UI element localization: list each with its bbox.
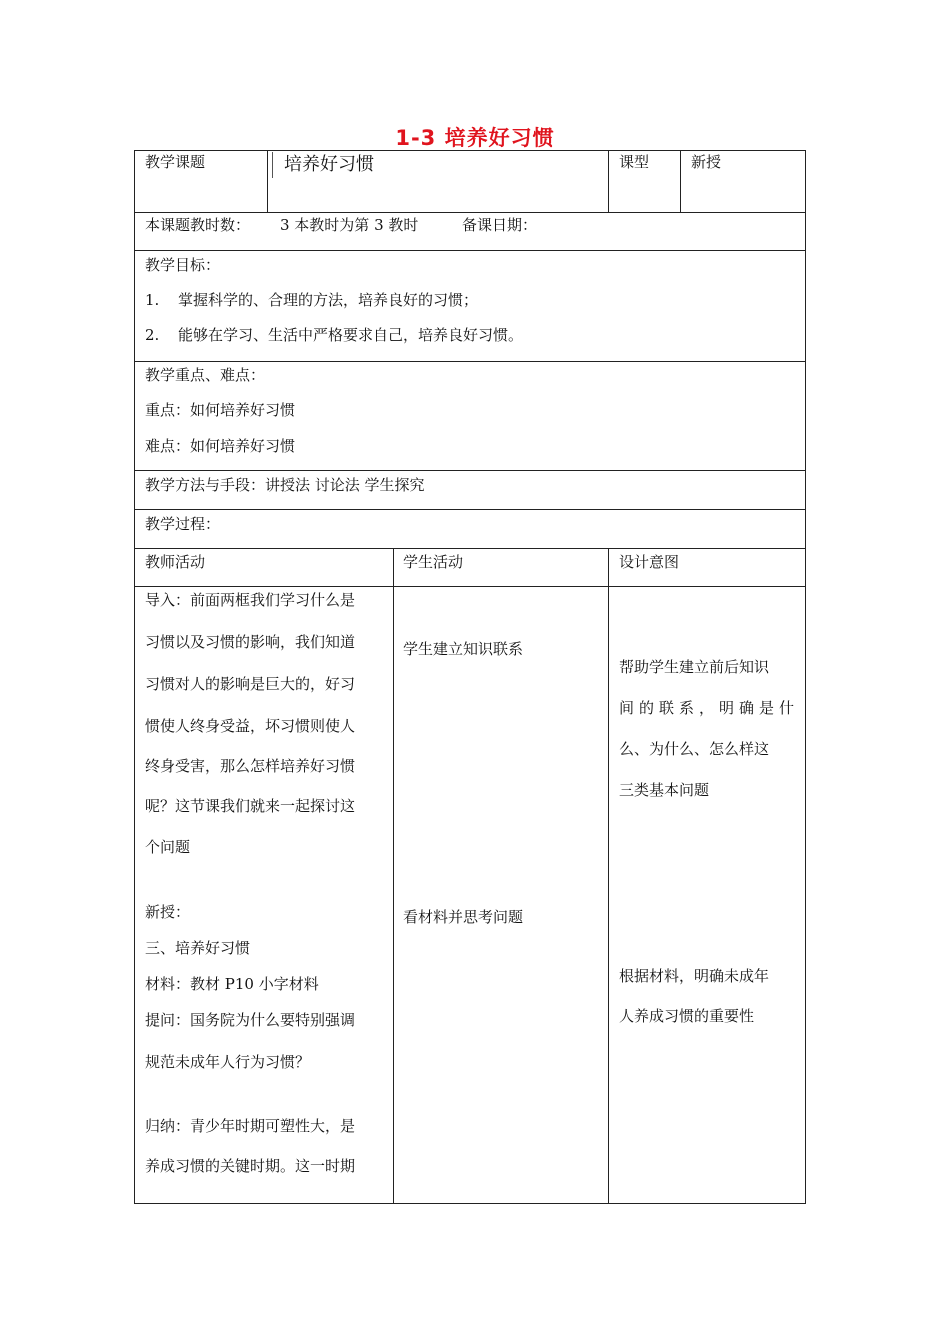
objectives-label: 教学目标：	[145, 256, 221, 274]
hours-label: 本课题教时数：	[145, 216, 251, 234]
topic-value: 培养好习惯	[284, 154, 374, 175]
student-activity: 学生建立知识联系	[403, 640, 524, 658]
text-cursor-bar	[272, 152, 273, 178]
new-lesson-label: 新授：	[145, 903, 191, 921]
intent-line: 间的联系，明确是什	[619, 699, 800, 717]
topic-value-box	[272, 150, 608, 212]
column-divider	[267, 150, 268, 212]
objective-text: 能够在学习、生活中严格要求自己，培养良好习惯。	[178, 326, 524, 344]
intent-line: 三类基本问题	[619, 781, 710, 799]
teacher-intro-line: 导入：前面两框我们学习什么是	[145, 591, 356, 609]
intent-line: 人养成习惯的重要性	[619, 1007, 755, 1025]
row-divider	[134, 250, 805, 251]
teacher-intro-line: 个问题	[145, 838, 191, 856]
teacher-intro-line: 惯使人终身受益，坏习惯则使人	[145, 717, 356, 735]
material-line: 材料：教材 P10 小字材料	[145, 975, 319, 993]
row-divider	[134, 212, 805, 213]
summary-line: 养成习惯的关键时期。这一时期	[145, 1157, 356, 1175]
column-header-student: 学生活动	[403, 553, 464, 571]
row-divider	[134, 586, 805, 587]
prep-date-label: 备课日期：	[462, 216, 538, 234]
column-divider	[393, 548, 394, 1203]
column-divider	[680, 150, 681, 212]
column-divider	[608, 548, 609, 1203]
intent-line: 帮助学生建立前后知识	[619, 658, 770, 676]
teacher-intro-line: 习惯以及习惯的影响，我们知道	[145, 633, 356, 651]
column-header-intent: 设计意图	[619, 553, 680, 571]
hours-value: 3 本教时为第 3 教时	[280, 216, 419, 234]
row-divider	[134, 361, 805, 362]
type-label: 课型	[619, 153, 650, 171]
objective-number: 2.	[145, 326, 160, 344]
teaching-methods: 教学方法与手段：讲授法 讨论法 学生探究	[145, 476, 425, 494]
teacher-intro-line: 呢？这节课我们就来一起探讨这	[145, 797, 356, 815]
student-activity: 看材料并思考问题	[403, 908, 524, 926]
row-divider	[134, 548, 805, 549]
summary-line: 归纳：青少年时期可塑性大，是	[145, 1117, 356, 1135]
row-divider	[134, 470, 805, 471]
column-divider	[608, 150, 609, 212]
teacher-intro-line: 终身受害，那么怎样培养好习惯	[145, 757, 356, 775]
row-divider	[134, 509, 805, 510]
teacher-intro-line: 习惯对人的影响是巨大的，好习	[145, 675, 356, 693]
question-line: 规范未成年人行为习惯？	[145, 1053, 311, 1071]
type-value: 新授	[691, 153, 722, 171]
intent-line: 么、为什么、怎么样这	[619, 740, 770, 758]
question-line: 提问：国务院为什么要特别强调	[145, 1011, 356, 1029]
section-heading: 三、培养好习惯	[145, 939, 251, 957]
focus-point: 重点：如何培养好习惯	[145, 401, 296, 419]
process-label: 教学过程：	[145, 515, 221, 533]
page-title: 1-3 培养好习惯	[395, 126, 555, 150]
intent-line: 根据材料，明确未成年	[619, 967, 770, 985]
topic-label: 教学课题	[145, 153, 206, 171]
difficulty-point: 难点：如何培养好习惯	[145, 437, 296, 455]
column-header-teacher: 教师活动	[145, 553, 206, 571]
objective-text: 掌握科学的、合理的方法，培养良好的习惯；	[178, 291, 479, 309]
key-points-label: 教学重点、难点：	[145, 366, 266, 384]
objective-number: 1.	[145, 291, 160, 309]
